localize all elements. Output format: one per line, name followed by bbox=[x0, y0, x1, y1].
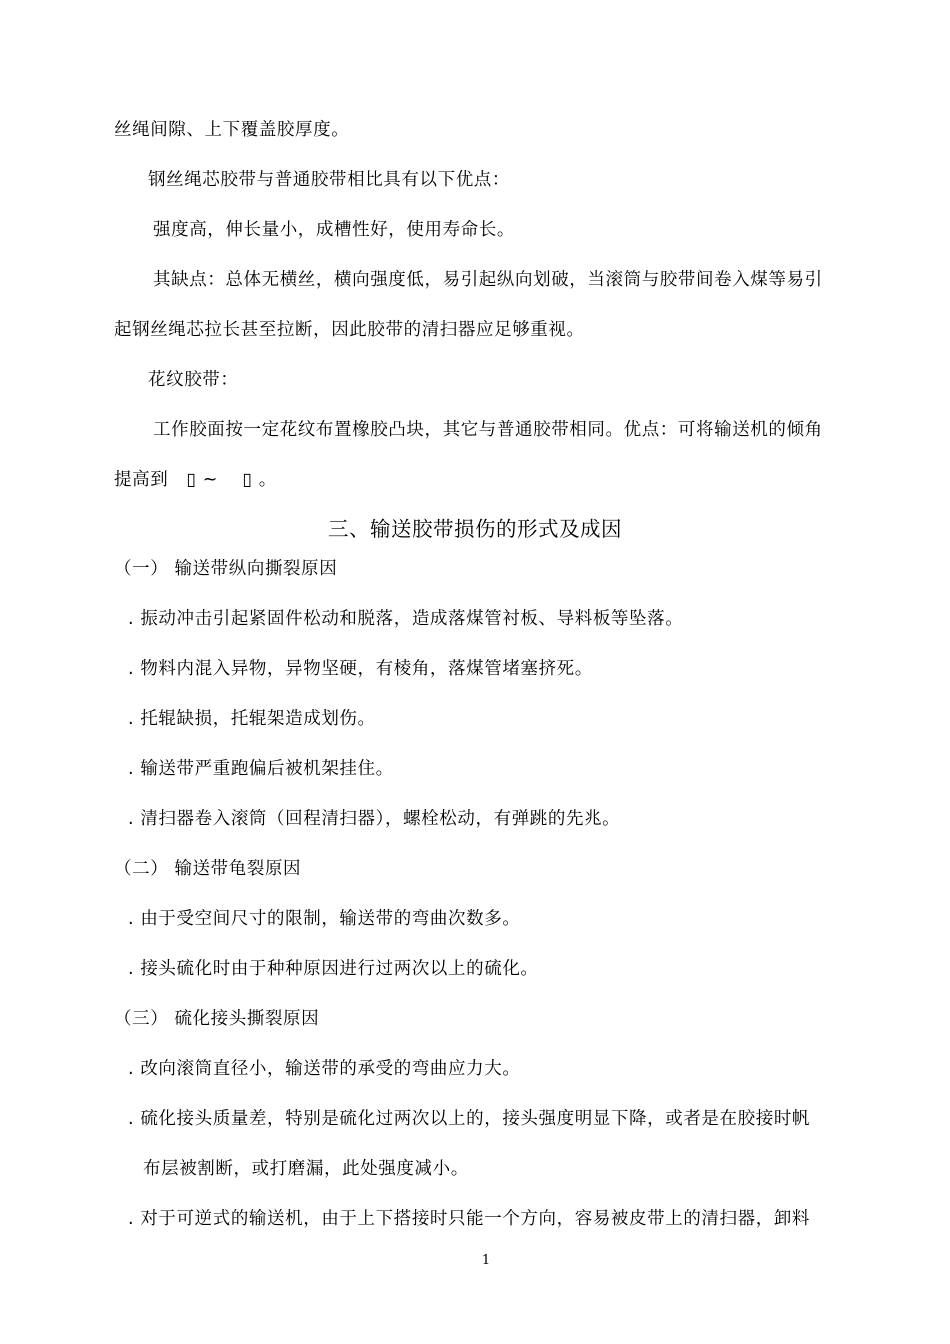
paragraph-line: 提高到 ▯ ~ ▯ 。 bbox=[114, 470, 277, 490]
list-item-continuation: 布层被割断，或打磨漏，此处强度减小。 bbox=[143, 1159, 469, 1179]
subsection-heading: （三） 硫化接头撕裂原因 bbox=[114, 1009, 320, 1029]
list-item: . 输送带严重跑偏后被机架挂住。 bbox=[128, 759, 394, 779]
list-item: . 硫化接头质量差，特别是硫化过两次以上的，接头强度明显下降，或者是在胶接时帆 bbox=[128, 1109, 811, 1129]
paragraph-line: 其缺点：总体无横丝，横向强度低，易引起纵向划破，当滚筒与胶带间卷入煤等易引 bbox=[153, 270, 823, 290]
list-item: . 物料内混入异物，异物坚硬，有棱角，落煤管堵塞挤死。 bbox=[128, 659, 593, 679]
list-item: . 由于受空间尺寸的限制，输送带的弯曲次数多。 bbox=[128, 909, 521, 929]
list-item: . 振动冲击引起紧固件松动和脱落，造成落煤管衬板、导料板等坠落。 bbox=[128, 609, 684, 629]
subsection-heading: （二） 输送带龟裂原因 bbox=[114, 859, 302, 879]
paragraph-line: 起钢丝绳芯拉长甚至拉断，因此胶带的清扫器应足够重视。 bbox=[114, 320, 585, 340]
paragraph-line: 花纹胶带： bbox=[148, 370, 239, 390]
list-item: . 托辊缺损，托辊架造成划伤。 bbox=[128, 709, 376, 729]
paragraph-line: 丝绳间隙、上下覆盖胶厚度。 bbox=[114, 120, 350, 140]
list-item: . 对于可逆式的输送机，由于上下搭接时只能一个方向，容易被皮带上的清扫器，卸料 bbox=[128, 1209, 811, 1229]
list-item: . 接头硫化时由于种种原因进行过两次以上的硫化。 bbox=[128, 959, 539, 979]
section-title: 三、输送胶带损伤的形式及成因 bbox=[328, 517, 622, 541]
page-number: 1 bbox=[481, 1253, 491, 1268]
paragraph-line: 钢丝绳芯胶带与普通胶带相比具有以下优点： bbox=[148, 170, 510, 190]
list-item: . 清扫器卷入滚筒（回程清扫器），螺栓松动，有弹跳的先兆。 bbox=[128, 809, 621, 829]
paragraph-line: 工作胶面按一定花纹布置橡胶凸块，其它与普通胶带相同。优点：可将输送机的倾角 bbox=[153, 420, 823, 440]
paragraph-line: 强度高，伸长量小，成槽性好，使用寿命长。 bbox=[153, 220, 515, 240]
subsection-heading: （一） 输送带纵向撕裂原因 bbox=[114, 559, 338, 579]
list-item: . 改向滚筒直径小，输送带的承受的弯曲应力大。 bbox=[128, 1059, 521, 1079]
